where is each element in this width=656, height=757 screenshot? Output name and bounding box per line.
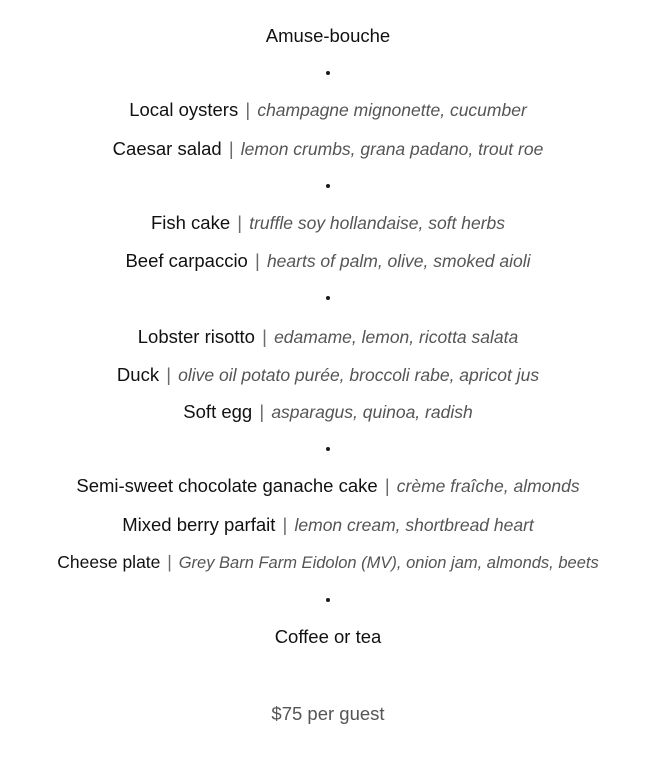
section-divider-dot xyxy=(326,184,330,188)
menu-item-chocolate-ganache-cake xyxy=(0,474,656,498)
separator: | xyxy=(254,250,260,271)
dish-name: Fish cake xyxy=(150,212,231,233)
separator: | xyxy=(245,99,251,120)
menu-item-soft-egg xyxy=(0,400,656,424)
section-divider-dot xyxy=(326,296,330,300)
separator: | xyxy=(166,364,172,385)
menu-item-mixed-berry-parfait xyxy=(0,513,656,537)
separator: | xyxy=(282,514,288,535)
separator: | xyxy=(167,552,172,572)
price-per-guest: $75 per guest xyxy=(271,703,385,724)
menu-item-caesar-salad xyxy=(0,137,656,161)
separator: | xyxy=(228,138,234,159)
coffee-or-tea-heading: Coffee or tea xyxy=(274,626,382,647)
section-divider-dot xyxy=(326,598,330,602)
dish-description: lemon crumbs, grana padano, trout roe xyxy=(240,139,544,159)
section-divider-dot xyxy=(326,447,330,451)
separator: | xyxy=(259,401,265,422)
dish-description: olive oil potato purée, broccoli rabe, apricot jus xyxy=(178,365,540,385)
dish-description: champagne mignonette, cucumber xyxy=(257,100,527,120)
amuse-bouche-heading: Amuse-bouche xyxy=(265,25,391,46)
dish-description: edamame, lemon, ricotta salata xyxy=(274,327,519,347)
dish-name: Local oysters xyxy=(129,99,239,120)
dish-description: lemon cream, shortbread heart xyxy=(294,515,534,535)
dish-name: Soft egg xyxy=(183,401,253,422)
separator: | xyxy=(262,326,267,347)
dish-description: Grey Barn Farm Eidolon (MV), onion jam, almonds, beets xyxy=(178,554,599,572)
dish-name: Caesar salad xyxy=(112,138,222,159)
dish-name: Semi-sweet chocolate ganache cake xyxy=(76,475,378,496)
dish-description: asparagus, quinoa, radish xyxy=(271,402,473,422)
menu-item-local-oysters xyxy=(0,98,656,122)
section-divider-dot xyxy=(326,71,330,75)
dish-name: Duck xyxy=(116,364,160,385)
dish-name: Lobster risotto xyxy=(137,326,255,347)
dish-description: crème fraîche, almonds xyxy=(396,476,580,496)
menu-item-beef-carpaccio xyxy=(0,249,656,273)
dish-name: Cheese plate xyxy=(57,552,161,572)
menu-item-cheese-plate xyxy=(0,550,656,575)
menu-item-lobster-risotto xyxy=(0,325,656,349)
dish-name: Mixed berry parfait xyxy=(122,514,276,535)
dish-description: truffle soy hollandaise, soft herbs xyxy=(249,213,506,233)
separator: | xyxy=(237,212,243,233)
menu-item-duck xyxy=(0,363,656,387)
dish-description: hearts of palm, olive, smoked aioli xyxy=(266,251,531,271)
separator: | xyxy=(384,475,390,496)
dish-name: Beef carpaccio xyxy=(125,250,248,271)
menu-item-fish-cake xyxy=(0,211,656,235)
